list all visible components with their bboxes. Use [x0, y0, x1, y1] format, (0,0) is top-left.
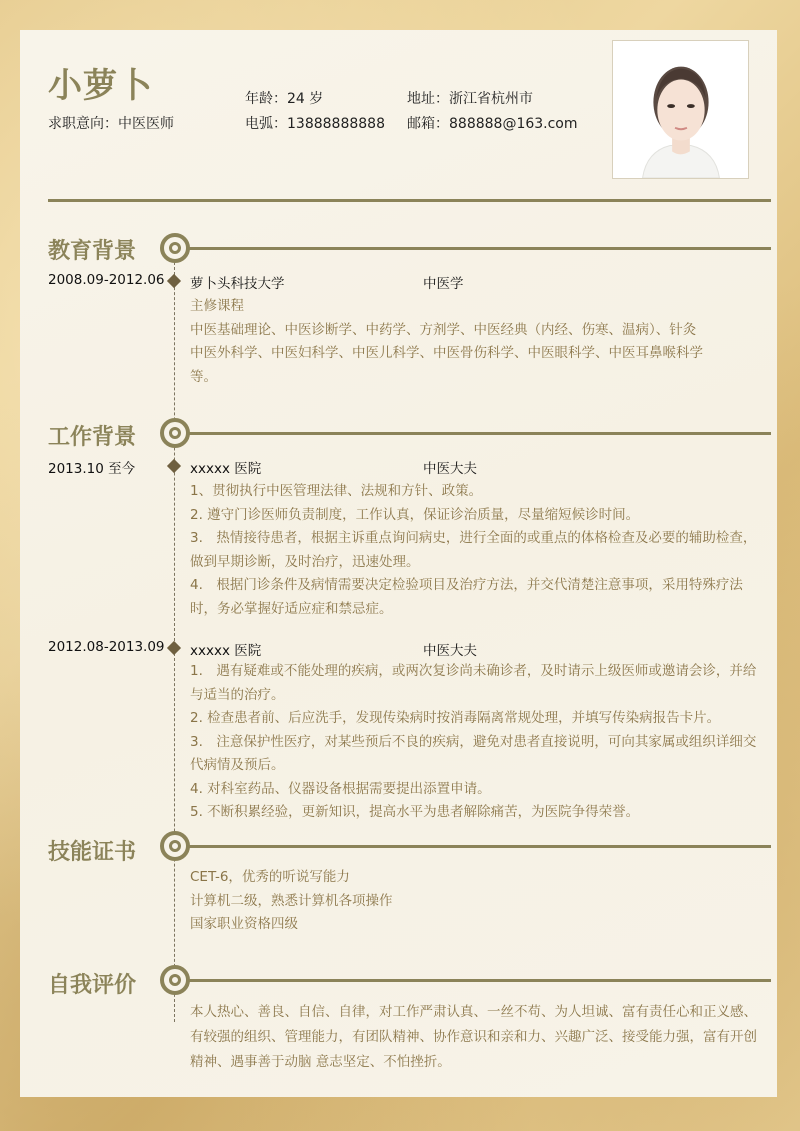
skill-item: 国家职业资格四级	[190, 916, 298, 932]
duty-item: 1、贯彻执行中医管理法律、法规和方针、政策。	[190, 483, 483, 499]
section-ring-icon	[160, 965, 190, 995]
job-duties	[190, 480, 762, 621]
job-org: xxxxx 医院	[190, 643, 262, 659]
duty-item: 2. 遵守门诊医师负责制度，工作认真，保证诊治质量，尽量缩短候诊时间。	[190, 506, 640, 523]
profile-photo	[612, 40, 749, 179]
job-intent: 求职意向：中医医师	[48, 116, 174, 132]
section-rule	[189, 845, 771, 848]
courses-line: 中医外科学、中医妇科学、中医儿科学、中医骨伤科学、中医眼科学、中医耳鼻喉科学	[190, 345, 703, 361]
section-ring-icon	[160, 418, 190, 448]
work-title: 工作背景	[48, 425, 137, 450]
header-divider	[48, 199, 771, 202]
job-date: 2013.10 至今	[48, 461, 136, 477]
duty-item: 1. 遇有疑难或不能处理的疾病，或两次复诊尚未确诊者，及时请示上级医师或邀请会诊，并给与适当的治疗。	[190, 663, 757, 703]
candidate-name: 小萝卜	[48, 66, 153, 106]
job-duties	[190, 660, 762, 825]
job-role: 中医大夫	[423, 643, 477, 659]
courses-line: 中医基础理论、中医诊断学、中药学、方剂学、中医经典（内经、伤寒、温病）、针灸	[190, 321, 697, 338]
section-ring-icon	[160, 233, 190, 263]
courses-label: 主修课程	[190, 298, 244, 314]
job-role: 中医大夫	[423, 461, 477, 477]
duty-item: 4. 根据门诊条件及病情需要决定检验项目及治疗方法，并交代清楚注意事项，采用特殊疗法时，务必掌握好适应症和禁忌症。	[190, 577, 743, 617]
skills-title: 技能证书	[48, 840, 137, 865]
school-name: 萝卜头科技大学	[190, 276, 285, 292]
skill-item: CET-6，优秀的听说写能力	[190, 869, 350, 885]
section-rule	[189, 247, 771, 250]
duty-item: 4. 对科室药品、仪器设备根据需要提出添置申请。	[190, 780, 491, 797]
duty-item: 2. 检查患者前、后应洗手，发现传染病时按消毒隔离常规处理，并填写传染病报告卡片。	[190, 710, 721, 726]
email: 邮箱：888888@163.com	[407, 116, 578, 132]
section-ring-icon	[160, 831, 190, 861]
education-title: 教育背景	[48, 239, 137, 264]
skills-list	[190, 866, 762, 937]
section-rule	[189, 979, 771, 982]
duty-item: 3. 热情接待患者，根据主诉重点询问病史，进行全面的或重点的体格检查及必要的辅助检查，做到早期诊断，及时治疗，迅速处理。	[190, 530, 757, 570]
job-org: xxxxx 医院	[190, 461, 262, 477]
skill-item: 计算机二级，熟悉计算机各项操作	[190, 892, 393, 909]
section-rule	[189, 432, 771, 435]
portrait-icon	[613, 41, 748, 178]
phone: 电弧：13888888888	[245, 116, 385, 132]
self-eval-text: 本人热心、善良、自信、自律，对工作严肃认真、一丝不苟、为人坦诚、富有责任心和正义感、有较强的组织、管理能力，有团队精神、协作意识和亲和力、兴趣广泛、接受能力强，富有开创精神、遇事善于动脑 意志坚定、不怕挫折。	[190, 1004, 757, 1070]
age: 年龄：24 岁	[245, 91, 324, 107]
duty-item: 3. 注意保护性医疗，对某些预后不良的疾病，避免对患者直接说明，可向其家属或组织详细交代病情及预后。	[190, 733, 757, 773]
job-date: 2012.08-2013.09	[48, 639, 165, 655]
major: 中医学	[423, 276, 464, 292]
courses-line: 等。	[190, 368, 217, 385]
education-date: 2008.09-2012.06	[48, 272, 165, 288]
self-eval-title: 自我评价	[48, 973, 137, 998]
courses-block	[190, 295, 762, 389]
address: 地址：浙江省杭州市	[407, 91, 533, 107]
duty-item: 5. 不断积累经验，更新知识，提高水平为患者解除痛苦，为医院争得荣誉。	[190, 804, 640, 820]
